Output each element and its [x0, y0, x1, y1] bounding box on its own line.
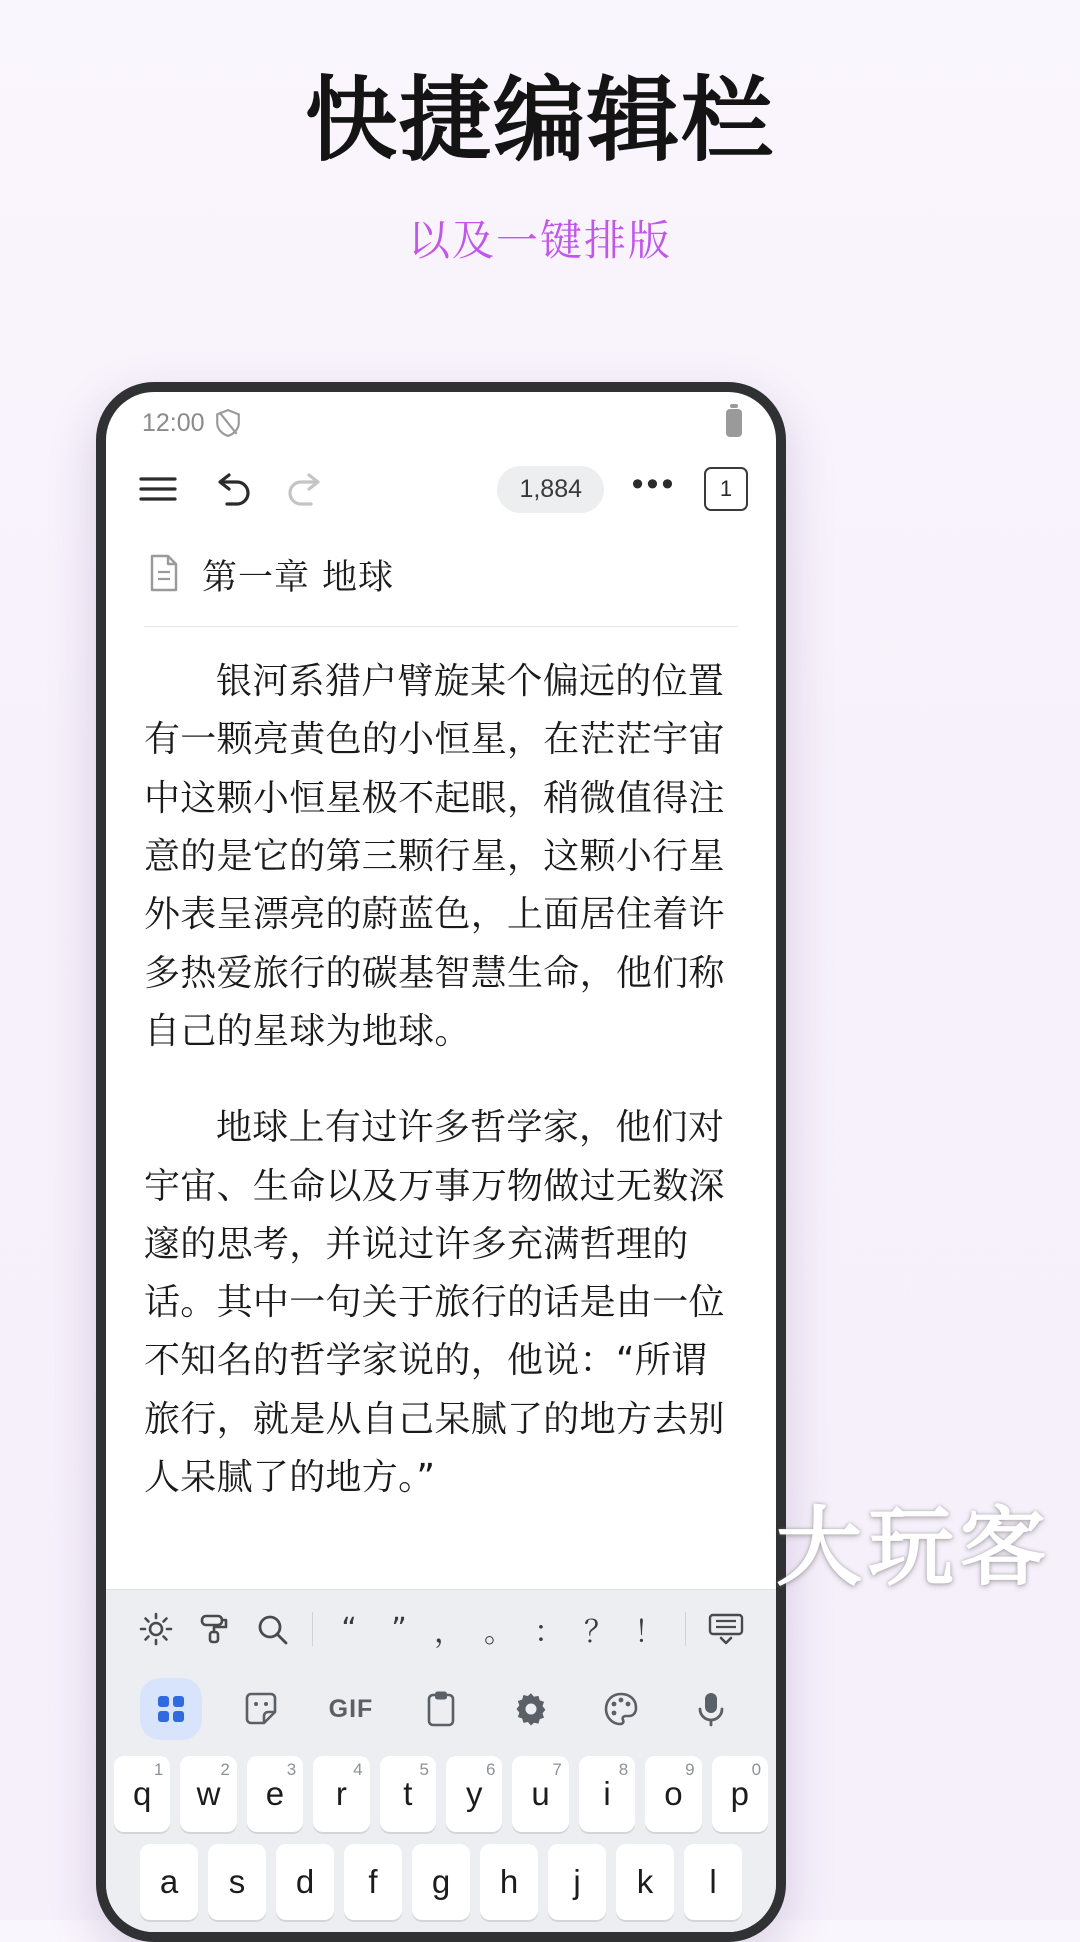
key-sup: 7: [552, 1760, 562, 1779]
key-sup: 2: [220, 1760, 230, 1779]
microphone-icon[interactable]: [680, 1678, 742, 1740]
key-label: l: [709, 1863, 717, 1900]
promo-header: [0, 0, 1080, 268]
key-label: g: [431, 1863, 451, 1900]
punctuation-key-colon[interactable]: ：: [534, 1615, 564, 1650]
keyboard-tool-row: [106, 1590, 776, 1668]
document-body[interactable]: [144, 627, 738, 1507]
paint-roller-icon[interactable]: [186, 1601, 242, 1657]
search-icon[interactable]: [244, 1601, 300, 1657]
key-p[interactable]: [712, 1756, 768, 1832]
key-q[interactable]: [114, 1756, 170, 1832]
punctuation-key-quote-open[interactable]: “: [341, 1611, 357, 1647]
gif-label: GIF: [328, 1694, 374, 1723]
key-f[interactable]: [344, 1844, 402, 1920]
key-sup: 6: [485, 1760, 496, 1779]
punctuation-key-question[interactable]: ？: [584, 1615, 614, 1650]
word-count-badge[interactable]: 1,884: [497, 466, 604, 513]
status-left: [142, 409, 241, 438]
key-label: r: [335, 1775, 347, 1812]
key-label: o: [664, 1775, 683, 1812]
key-w[interactable]: [180, 1756, 236, 1832]
key-sup: 8: [618, 1760, 629, 1779]
key-d[interactable]: [276, 1844, 334, 1920]
sticker-icon[interactable]: [230, 1678, 292, 1740]
key-i[interactable]: [579, 1756, 635, 1832]
keyboard-keys: [106, 1752, 776, 1920]
key-label: p: [730, 1775, 749, 1812]
key-g[interactable]: [412, 1844, 470, 1920]
document-paragraph: 地球上有过许多哲学家，他们对宇宙、生命以及万事万物做过无数深邃的思考，并说过许多充满哲理的话。其中一句关于旅行的话是由一位不知名的哲学家说的，他说：“所谓旅行，就是从自己呆腻了的地方去别人呆腻了的地方。”: [144, 1107, 725, 1499]
shield-icon: [215, 409, 241, 437]
document-title-row: [144, 530, 738, 627]
key-k[interactable]: [616, 1844, 674, 1920]
key-l[interactable]: [684, 1844, 742, 1920]
document-title: 第一章 地球: [202, 558, 395, 598]
punctuation-key-quote-close[interactable]: ”: [391, 1611, 407, 1647]
key-h[interactable]: [480, 1844, 538, 1920]
toolbar-divider: [685, 1612, 686, 1646]
app-toolbar: [106, 448, 776, 530]
key-label: k: [636, 1863, 654, 1900]
status-bar: [106, 392, 776, 448]
key-sup: 4: [353, 1760, 363, 1779]
clipboard-icon[interactable]: [410, 1678, 472, 1740]
document-area[interactable]: [106, 530, 776, 1507]
key-label: e: [265, 1775, 285, 1812]
key-sup: 5: [419, 1760, 429, 1779]
status-time: 12:00: [142, 408, 205, 437]
key-label: w: [196, 1775, 221, 1812]
key-label: y: [465, 1775, 483, 1812]
page-count-badge[interactable]: 1: [704, 467, 748, 511]
key-t[interactable]: [380, 1756, 436, 1832]
promo-title: 快捷编辑栏: [304, 67, 775, 174]
toolbar-divider: [312, 1612, 313, 1646]
gear-icon[interactable]: [128, 1601, 184, 1657]
key-e[interactable]: [247, 1756, 303, 1832]
key-sup: 3: [286, 1760, 297, 1779]
hide-keyboard-icon[interactable]: [698, 1601, 754, 1657]
phone-screen: [106, 392, 776, 1932]
key-label: s: [228, 1863, 246, 1900]
punctuation-key-exclamation[interactable]: ！: [634, 1615, 664, 1650]
key-label: t: [403, 1775, 413, 1812]
undo-icon[interactable]: [208, 465, 256, 513]
key-label: j: [573, 1863, 581, 1900]
soft-keyboard: [106, 1589, 776, 1932]
palette-icon[interactable]: [590, 1678, 652, 1740]
document-paragraph: 银河系猎户臂旋某个偏远的位置有一颗亮黄色的小恒星，在茫茫宇宙中这颗小恒星极不起眼，稍微值得注意的是它的第三颗行星，这颗小行星外表呈漂亮的蔚蓝色，上面居住着许多热爱旅行的碳基智慧生命，他们称自己的星球为地球。: [144, 661, 725, 1052]
key-label: a: [159, 1863, 179, 1900]
punctuation-key-period[interactable]: 。: [484, 1615, 514, 1650]
key-o[interactable]: [645, 1756, 701, 1832]
key-u[interactable]: [512, 1756, 568, 1832]
key-label: f: [368, 1863, 378, 1900]
key-label: d: [295, 1863, 315, 1900]
watermark: 大玩客: [776, 1498, 1052, 1598]
key-sup: 9: [685, 1760, 695, 1779]
key-j[interactable]: [548, 1844, 606, 1920]
key-s[interactable]: [208, 1844, 266, 1920]
key-a[interactable]: [140, 1844, 198, 1920]
key-label: u: [531, 1775, 550, 1812]
more-options-label: •••: [631, 465, 677, 503]
gif-icon[interactable]: [320, 1678, 382, 1740]
punctuation-key-comma[interactable]: ，: [434, 1615, 464, 1650]
phone-mockup: [96, 382, 786, 1942]
keyboard-row-2: [114, 1844, 768, 1920]
key-label: h: [499, 1863, 519, 1900]
battery-icon: [726, 409, 742, 437]
document-icon: [148, 554, 180, 597]
keyboard-app-row: [106, 1668, 776, 1752]
more-options-icon[interactable]: [630, 465, 678, 513]
key-sup: 0: [751, 1760, 762, 1779]
hamburger-menu-icon[interactable]: [134, 465, 182, 513]
key-label: q: [132, 1775, 152, 1812]
grid-apps-icon[interactable]: [140, 1678, 202, 1740]
redo-icon[interactable]: [282, 465, 330, 513]
key-y[interactable]: [446, 1756, 502, 1832]
key-label: i: [603, 1775, 611, 1812]
keyboard-row-1: [114, 1756, 768, 1832]
key-sup: 1: [153, 1760, 164, 1779]
key-r[interactable]: [313, 1756, 369, 1832]
settings-gear-icon[interactable]: [500, 1678, 562, 1740]
promo-subtitle: 以及一键排版: [407, 215, 672, 265]
